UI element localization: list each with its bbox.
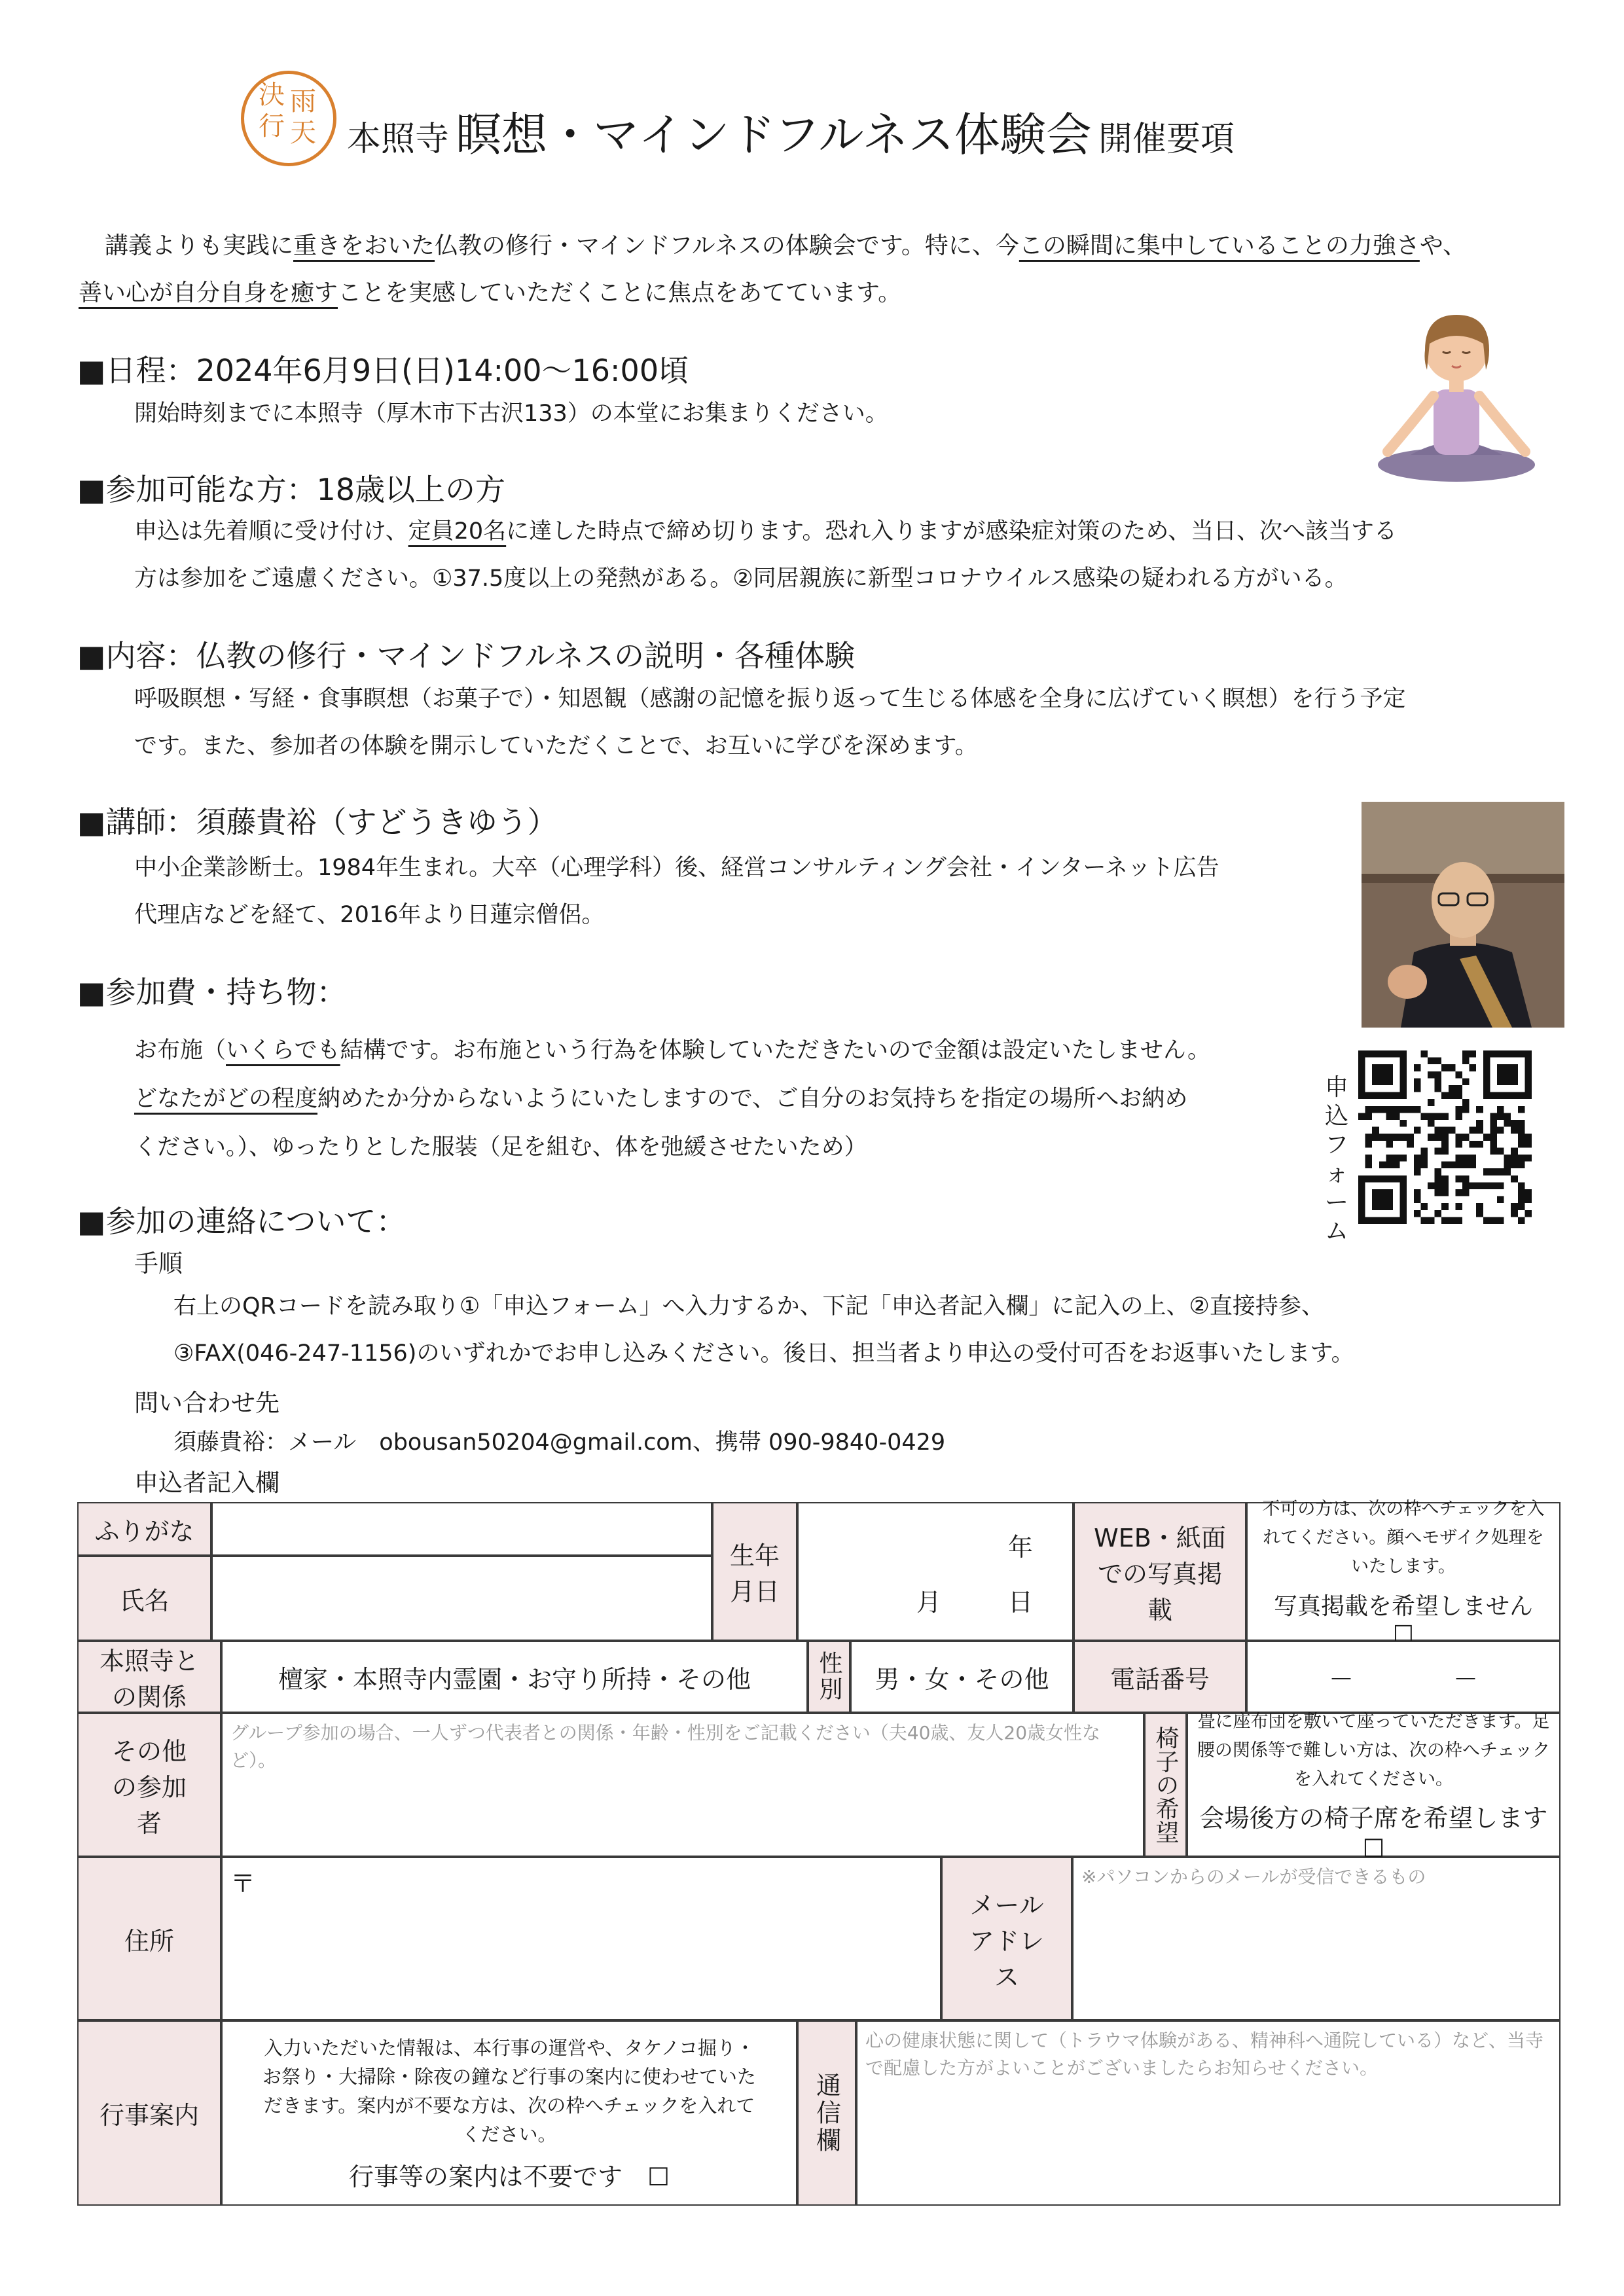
qr-module (1435, 1210, 1442, 1217)
qr-module (1414, 1168, 1421, 1175)
qr-module (1386, 1162, 1393, 1169)
qr-module (1358, 1113, 1365, 1120)
qr-module (1428, 1134, 1435, 1141)
qr-module (1511, 1155, 1518, 1162)
qr-module (1428, 1182, 1435, 1189)
inquiry-body: 須藤貴裕：メール obousan50204@gmail.com、携帯 090-9840-0429 (173, 1429, 946, 1456)
qr-module (1518, 1155, 1525, 1162)
qr-module (1525, 1189, 1532, 1196)
qr-module (1407, 1134, 1414, 1141)
text-part: 呼吸瞑想・写経・食事瞑想（お菓子で）・知恩観（感謝の記憶を振り返って生じる体感を全身に広げていく瞑想）を行う予定 (134, 686, 1406, 712)
qr-module (1400, 1155, 1407, 1162)
schedule-body: 開始時刻までに本照寺（厚木市下古沢133）の本堂にお集まりください。 (134, 401, 888, 427)
qr-module (1525, 1210, 1532, 1217)
form-title: 申込者記入欄 (134, 1469, 280, 1497)
qr-module (1435, 1058, 1442, 1065)
chair-cell (1187, 1711, 1561, 1863)
qr-module (1449, 1127, 1456, 1134)
qr-module (1435, 1113, 1442, 1120)
day-unit: 日 (1008, 1588, 1034, 1617)
qr-module (1414, 1155, 1421, 1162)
photo-label: WEB・紙面での写真掲載 (1074, 1502, 1246, 1641)
qr-module (1393, 1106, 1400, 1113)
qr-module (1462, 1050, 1470, 1058)
qr-module (1441, 1113, 1449, 1120)
qr-module (1420, 1162, 1428, 1169)
qr-module (1455, 1134, 1462, 1141)
stamp-char: 行 (259, 111, 285, 141)
qr-module (1497, 1127, 1504, 1134)
qr-module (1365, 1162, 1373, 1169)
qr-module (1455, 1141, 1462, 1148)
qr-module (1379, 1106, 1386, 1113)
qr-module (1435, 1147, 1442, 1155)
qr-module (1441, 1189, 1449, 1196)
birth-field[interactable] (797, 1502, 1074, 1641)
qr-module (1476, 1210, 1483, 1217)
chair-checkbox[interactable]: 会場後方の椅子席を希望します☐ (1199, 1803, 1548, 1863)
qr-module (1511, 1162, 1518, 1169)
qr-module (1518, 1217, 1525, 1224)
qr-module (1476, 1120, 1483, 1127)
comm-field[interactable]: 心の健康状態に関して（トラウマ体験がある、精神科へ通院している）など、当寺で配慮した方がよいことがございましたらお知らせください。 (856, 2020, 1561, 2206)
qr-module (1470, 1050, 1477, 1058)
intro-underline: 善い心が自分自身を癒す (79, 279, 338, 306)
qr-module (1490, 1134, 1497, 1141)
qr-module (1393, 1155, 1400, 1162)
others-field[interactable]: グループ参加の場合、一人ずつ代表者との関係・年齢・性別をご記載ください（夫40歳、友人20歳女性など）。 (221, 1713, 1144, 1857)
qr-module (1414, 1196, 1421, 1204)
qr-module (1470, 1141, 1477, 1148)
text-part: 納めたか分からないようにいたしますので、ご自分のお気持ちを指定の場所へお納め (317, 1086, 1188, 1112)
qr-module (1490, 1113, 1497, 1120)
qr-module (1441, 1127, 1449, 1134)
qr-module (1525, 1134, 1532, 1141)
qr-module (1504, 1162, 1511, 1169)
qr-module (1462, 1106, 1470, 1113)
intro-underline: 重きをおいた (293, 232, 435, 259)
qr-module (1428, 1099, 1435, 1106)
qr-module (1428, 1113, 1435, 1120)
meditation-illustration (1362, 298, 1551, 488)
qr-module (1441, 1147, 1449, 1155)
qr-module (1497, 1217, 1504, 1224)
schedule-value: 2024年6月9日(日)14:00～16:00頃 (196, 353, 689, 388)
photo-note: 不可の方は、次の枠へチェックを入れてください。顔へモザイク処理をいたします。 (1262, 1499, 1545, 1577)
qr-module (1435, 1182, 1442, 1189)
events-optout-checkbox[interactable]: 行事等の案内は不要です ☐ (348, 2162, 670, 2191)
eligibility-body (134, 508, 1397, 602)
title-main: 瞑想・マインドフルネス体験会 (456, 108, 1092, 162)
stamp-char: 雨 (290, 86, 316, 117)
qr-module (1518, 1203, 1525, 1210)
qr-module (1449, 1217, 1456, 1224)
instructor-label: ■講師： (77, 804, 196, 840)
qr-module (1490, 1217, 1497, 1224)
content-heading (77, 632, 855, 675)
qr-module (1372, 1189, 1393, 1210)
qr-module (1407, 1141, 1414, 1148)
text-part: お布施（ (134, 1037, 226, 1064)
content-body (134, 675, 1406, 770)
text-part: ③FAX(046-247-1156)のいずれかでお申し込みください。後日、担当者より申込の受付可否をお返事いたします。 (173, 1340, 1354, 1367)
qr-module (1525, 1155, 1532, 1162)
qr-module (1420, 1217, 1428, 1224)
stamp-char: 決 (259, 80, 285, 110)
content-value: 仏教の修行・マインドフルネスの説明・各種体験 (196, 638, 855, 673)
qr-module (1428, 1120, 1435, 1127)
inquiry-title: 問い合わせ先 (134, 1389, 280, 1417)
relation-label: 本照寺との関係 (77, 1641, 221, 1713)
text-part: 右上のQRコードを読み取り①「申込フォーム」へ入力するか、下記「申込者記入欄」に記入の上、②直接持参、 (173, 1293, 1324, 1319)
schedule-label: ■日程： (77, 353, 196, 388)
qr-module (1435, 1085, 1442, 1092)
qr-module (1414, 1085, 1421, 1092)
instructor-photo (1362, 802, 1564, 1028)
qr-module (1420, 1147, 1428, 1155)
qr-module (1462, 1182, 1470, 1189)
qr-module (1497, 1106, 1504, 1113)
qr-module (1476, 1141, 1483, 1148)
birth-label: 生年月日 (712, 1502, 797, 1641)
qr-module (1372, 1106, 1379, 1113)
qr-module (1525, 1141, 1532, 1148)
qr-module (1414, 1064, 1421, 1071)
gender-label: 性別 (808, 1641, 850, 1713)
qr-label: 申込フォーム (1324, 1074, 1348, 1245)
instructor-heading (77, 798, 557, 842)
phone-field[interactable]: － － (1246, 1641, 1561, 1713)
qr-module (1435, 1071, 1442, 1079)
contact-heading: ■参加の連絡について： (77, 1204, 406, 1239)
qr-module (1407, 1106, 1414, 1113)
eligibility-heading (77, 466, 505, 509)
qr-module (1441, 1064, 1449, 1071)
qr-module (1441, 1217, 1449, 1224)
qr-module (1435, 1168, 1442, 1175)
text-part: 結構です。お布施という行為を体験していただきたいので金額は設定いたしません。 (340, 1037, 1210, 1064)
address-field[interactable] (221, 1857, 941, 2020)
qr-module (1497, 1113, 1504, 1120)
qr-module (1462, 1162, 1470, 1169)
intro-underline: この瞬間に集中していることの力強さ (1019, 232, 1420, 259)
chair-label: 椅子の希望 (1144, 1713, 1187, 1857)
text-part: ください。）、ゆったりとした服装（足を組む、体を弛緩させたいため） (134, 1134, 867, 1160)
month-unit: 月 (916, 1588, 942, 1617)
qr-module (1449, 1085, 1456, 1092)
text-part: です。また、参加者の体験を開示していただくことで、お互いに学びを深めます。 (134, 733, 978, 759)
qr-module (1497, 1196, 1504, 1204)
qr-module (1511, 1203, 1518, 1210)
qr-module (1414, 1189, 1421, 1196)
qr-module (1372, 1134, 1379, 1141)
qr-module (1441, 1141, 1449, 1148)
qr-module (1386, 1155, 1393, 1162)
qr-module (1393, 1113, 1400, 1120)
qr-module (1476, 1182, 1483, 1189)
qr-module (1455, 1155, 1462, 1162)
phone-label: 電話番号 (1074, 1641, 1246, 1713)
qr-module (1449, 1092, 1456, 1100)
title-temple: 本照寺 (347, 120, 450, 159)
qr-module (1441, 1162, 1449, 1169)
intro-text-part: ことを実感していただくことに焦点をあてています。 (338, 279, 902, 306)
qr-module (1372, 1127, 1379, 1134)
qr-module (1386, 1113, 1393, 1120)
qr-module (1470, 1155, 1477, 1162)
photo-optout-checkbox[interactable]: 写真掲載を希望しません ☐ (1273, 1593, 1557, 1648)
fee-heading: ■参加費・持ち物： (77, 975, 347, 1010)
qr-module (1386, 1141, 1393, 1148)
qr-module (1511, 1120, 1518, 1127)
procedure-body (173, 1283, 1354, 1377)
qr-module (1414, 1162, 1421, 1169)
qr-module (1470, 1127, 1477, 1134)
qr-module (1365, 1113, 1373, 1120)
qr-module (1420, 1050, 1428, 1058)
address-label: 住所 (77, 1857, 221, 2020)
qr-module (1497, 1168, 1504, 1175)
instructor-value: 須藤貴裕（すどうきゆう） (196, 804, 558, 840)
intro-text (79, 223, 1525, 317)
rain-or-shine-stamp (241, 71, 336, 166)
qr-module (1365, 1134, 1373, 1141)
underline-anonymous: どなたがどの程度 (134, 1086, 318, 1112)
qr-module (1462, 1175, 1470, 1183)
qr-module (1400, 1120, 1407, 1127)
qr-module (1441, 1134, 1449, 1141)
qr-module (1490, 1147, 1497, 1155)
qr-module (1518, 1196, 1525, 1204)
eligibility-label: ■参加可能な方： (77, 472, 317, 507)
year-unit: 年 (1008, 1533, 1034, 1562)
qr-module (1455, 1203, 1462, 1210)
qr-module (1455, 1113, 1462, 1120)
qr-module (1455, 1189, 1462, 1196)
qr-module (1504, 1168, 1511, 1175)
qr-module (1462, 1134, 1470, 1141)
text-part: 申込は先着順に受け付け、 (134, 518, 408, 545)
qr-module (1420, 1113, 1428, 1120)
qr-module (1455, 1162, 1462, 1169)
qr-module (1525, 1196, 1532, 1204)
qr-module (1379, 1134, 1386, 1141)
qr-module (1435, 1078, 1442, 1085)
qr-module (1504, 1120, 1511, 1127)
qr-module (1476, 1127, 1483, 1134)
email-label: メールアドレス (941, 1857, 1072, 2020)
intro-text-part: 仏教の修行・マインドフルネスの体験会です。特に、今 (435, 232, 1019, 259)
name-label: 氏名 (77, 1556, 211, 1641)
underline-capacity: 定員20名 (408, 518, 507, 545)
qr-module (1414, 1078, 1421, 1085)
qr-module (1497, 1147, 1504, 1155)
qr-module (1511, 1127, 1518, 1134)
title-suffix: 開催要項 (1098, 120, 1235, 159)
qr-module (1490, 1141, 1497, 1148)
qr-module (1414, 1127, 1421, 1134)
qr-module (1379, 1162, 1386, 1169)
qr-module (1504, 1113, 1511, 1120)
postal-mark: 〒 (230, 1869, 256, 1898)
qr-module (1441, 1182, 1449, 1189)
qr-module (1518, 1141, 1525, 1148)
qr-module (1462, 1099, 1470, 1106)
qr-module (1490, 1127, 1497, 1134)
qr-module (1518, 1162, 1525, 1169)
qr-module (1470, 1064, 1477, 1071)
qr-module (1393, 1162, 1400, 1169)
qr-module (1449, 1162, 1456, 1169)
qr-module (1483, 1217, 1490, 1224)
qr-module (1490, 1168, 1497, 1175)
gender-options[interactable]: 男・女・その他 (850, 1641, 1074, 1713)
email-field[interactable]: ※パソコンからのメールが受信できるもの (1072, 1857, 1561, 2020)
qr-module (1441, 1092, 1449, 1100)
eligibility-value: 18歳以上の方 (316, 472, 506, 507)
text-part: 代理店などを経て、2016年より日蓮宗僧侶。 (134, 902, 605, 928)
qr-module (1393, 1134, 1400, 1141)
procedure-title: 手順 (134, 1249, 183, 1278)
qr-module (1483, 1182, 1490, 1189)
qr-module (1483, 1134, 1490, 1141)
qr-module (1455, 1217, 1462, 1224)
qr-module (1518, 1182, 1525, 1189)
qr-module (1504, 1155, 1511, 1162)
qr-module (1441, 1175, 1449, 1183)
qr-module (1518, 1127, 1525, 1134)
qr-module (1511, 1147, 1518, 1155)
events-cell (221, 2020, 797, 2206)
qr-module (1365, 1155, 1373, 1162)
qr-module (1455, 1071, 1462, 1079)
qr-module (1518, 1189, 1525, 1196)
qr-module (1518, 1120, 1525, 1127)
fee-body (134, 1026, 1210, 1172)
qr-code[interactable] (1358, 1050, 1532, 1224)
qr-module (1414, 1106, 1421, 1113)
text-part: に達した時点で締め切ります。恐れ入りますが感染症対策のため、当日、次へ該当する (506, 518, 1397, 545)
comm-label: 通信欄 (797, 2020, 856, 2206)
qr-module (1435, 1127, 1442, 1134)
text-part: 中小企業診断士。1984年生まれ。大卒（心理学科）後、経営コンサルティング会社・インターネット広告 (134, 855, 1219, 881)
qr-module (1455, 1092, 1462, 1100)
qr-module (1511, 1175, 1518, 1183)
qr-module (1490, 1182, 1497, 1189)
intro-text-part: や、 (1419, 232, 1467, 259)
qr-module (1441, 1203, 1449, 1210)
qr-module (1462, 1078, 1470, 1085)
qr-module (1420, 1155, 1428, 1162)
furigana-field[interactable] (211, 1502, 712, 1556)
qr-module (1400, 1134, 1407, 1141)
qr-module (1400, 1106, 1407, 1113)
furigana-label: ふりがな (77, 1502, 211, 1556)
qr-module (1518, 1106, 1525, 1113)
qr-module (1497, 1064, 1518, 1085)
qr-module (1414, 1210, 1421, 1217)
qr-module (1476, 1106, 1483, 1113)
qr-module (1449, 1064, 1456, 1071)
chair-note: 畳に座布団を敷いて座っていただきます。足腰の関係等で難しい方は、次の枠へチェックを入れてください。 (1197, 1711, 1551, 1789)
instructor-body (134, 844, 1219, 939)
text-part: 方は参加をご遠慮ください。①37.5度以上の発熱がある。②同居親族に新型コロナウイルス感染の疑われる方がいる。 (134, 565, 1348, 592)
qr-module (1386, 1106, 1393, 1113)
intro-text-part: 講義よりも実践に (105, 232, 294, 259)
qr-module (1470, 1182, 1477, 1189)
qr-module (1435, 1134, 1442, 1141)
qr-module (1372, 1064, 1393, 1085)
qr-module (1386, 1134, 1393, 1141)
qr-module (1428, 1058, 1435, 1065)
qr-module (1455, 1106, 1462, 1113)
qr-module (1435, 1175, 1442, 1183)
qr-module (1462, 1189, 1470, 1196)
relation-options[interactable]: 檀家・本照寺内霊園・お守り所持・その他 (221, 1641, 808, 1713)
qr-module (1428, 1071, 1435, 1079)
events-label: 行事案内 (77, 2020, 221, 2206)
qr-module (1462, 1058, 1470, 1065)
content-label: ■内容： (77, 638, 196, 673)
name-field[interactable] (211, 1556, 712, 1641)
qr-module (1428, 1217, 1435, 1224)
qr-module (1476, 1203, 1483, 1210)
qr-module (1470, 1162, 1477, 1169)
qr-module (1497, 1182, 1504, 1189)
stamp-char: 天 (290, 118, 316, 148)
qr-module (1518, 1134, 1525, 1141)
page-title (347, 98, 1235, 164)
schedule-heading (77, 347, 689, 390)
underline-any-amount: いくらでも (226, 1037, 340, 1064)
qr-module (1365, 1106, 1373, 1113)
application-form (77, 1499, 1561, 2206)
qr-module (1455, 1085, 1462, 1092)
qr-module (1455, 1175, 1462, 1183)
qr-module (1483, 1168, 1490, 1175)
qr-module (1365, 1141, 1373, 1148)
qr-module (1462, 1155, 1470, 1162)
events-note: 入力いただいた情報は、本行事の運営や、タケノコ掘り・お祭り・大掃除・除夜の鐘など行事の案内に使わせていただきます。案内が不要な方は、次の枠へチェックを入れてください。 (262, 2037, 756, 2145)
qr-module (1511, 1210, 1518, 1217)
others-label: その他の参加者 (77, 1713, 221, 1857)
qr-module (1490, 1120, 1497, 1127)
qr-module (1420, 1203, 1428, 1210)
photo-consent-cell (1246, 1499, 1561, 1648)
qr-module (1435, 1189, 1442, 1196)
